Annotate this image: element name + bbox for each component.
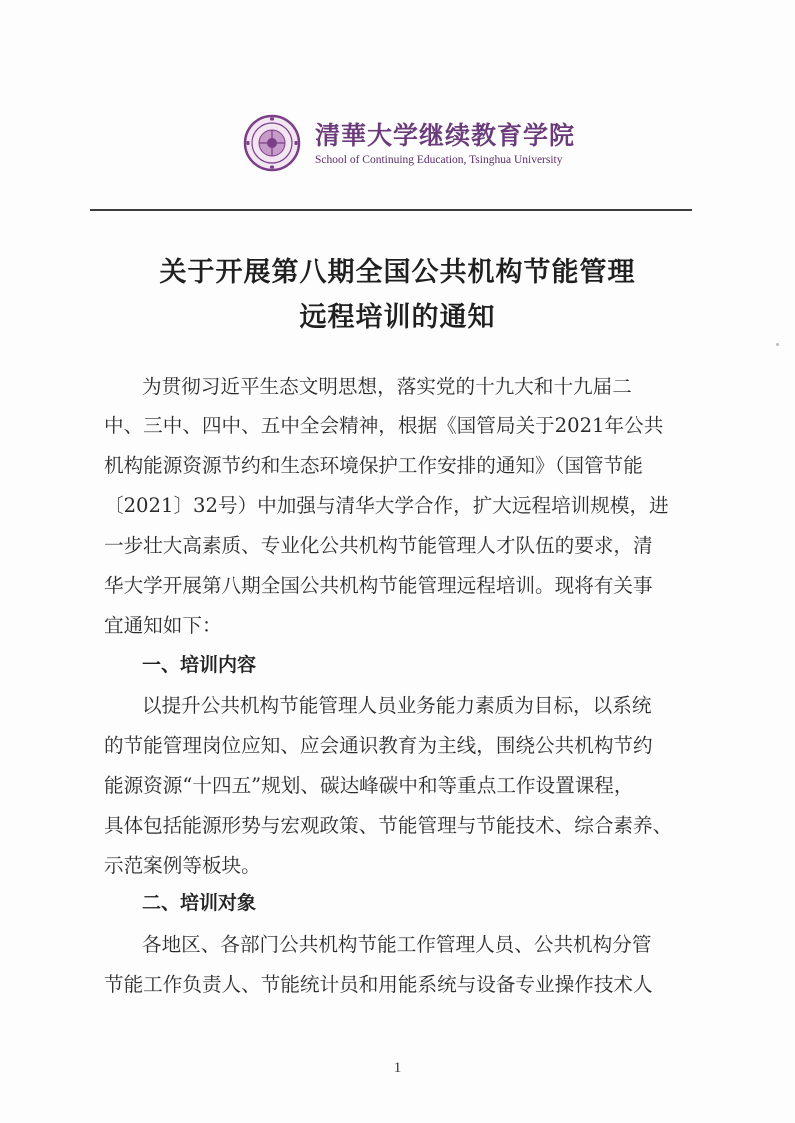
scan-speck: [776, 343, 779, 346]
document-title-line-2: 远程培训的通知: [299, 302, 496, 333]
section-heading-training-audience: 二、培训对象: [142, 892, 257, 914]
tsinghua-seal-logo: [243, 114, 301, 172]
section1-line: 以提升公共机构节能管理人员业务能力素质为目标，以系统: [142, 694, 652, 717]
section2-line: 节能工作负责人、节能统计员和用能系统与设备专业操作技术人: [104, 973, 653, 996]
intro-line: 华大学开展第八期全国公共机构节能管理远程培训。现将有关事: [104, 574, 653, 597]
page-number: 1: [393, 1060, 402, 1076]
institution-name-cn: 清華大学继续教育学院: [315, 121, 576, 150]
intro-line: 〔2021〕32号）中加强与清华大学合作，扩大远程培训规模，进: [104, 494, 669, 517]
document-title-line-1: 关于开展第八期全国公共机构节能管理: [159, 257, 636, 288]
section1-line: 能源资源“十四五”规划、碳达峰碳中和等重点工作设置课程，: [104, 774, 634, 797]
intro-line: 中、三中、四中、五中全会精神，根据《国管局关于2021年公共: [104, 414, 664, 437]
section1-line: 的节能管理岗位应知、应会通识教育为主线，围绕公共机构节约: [104, 734, 653, 757]
intro-line: 为贯彻习近平生态文明思想，落实党的十九大和十九届二: [142, 375, 632, 398]
section2-line: 各地区、各部门公共机构节能工作管理人员、公共机构分管: [142, 933, 652, 956]
institution-name-en: School of Continuing Education, Tsinghua University: [315, 154, 563, 166]
intro-line: 宜通知如下：: [104, 614, 222, 637]
section1-line: 示范案例等板块。: [104, 854, 261, 877]
section1-line: 具体包括能源形势与宏观政策、节能管理与节能技术、综合素养、: [104, 814, 673, 837]
section-heading-training-content: 一、培训内容: [142, 654, 257, 676]
intro-line: 机构能源资源节约和生态环境保护工作安排的通知》（国管节能: [104, 454, 643, 477]
intro-line: 一步壮大高素质、专业化公共机构节能管理人才队伍的要求，清: [104, 534, 653, 557]
letterhead: [243, 114, 576, 176]
header-divider: [90, 209, 692, 211]
